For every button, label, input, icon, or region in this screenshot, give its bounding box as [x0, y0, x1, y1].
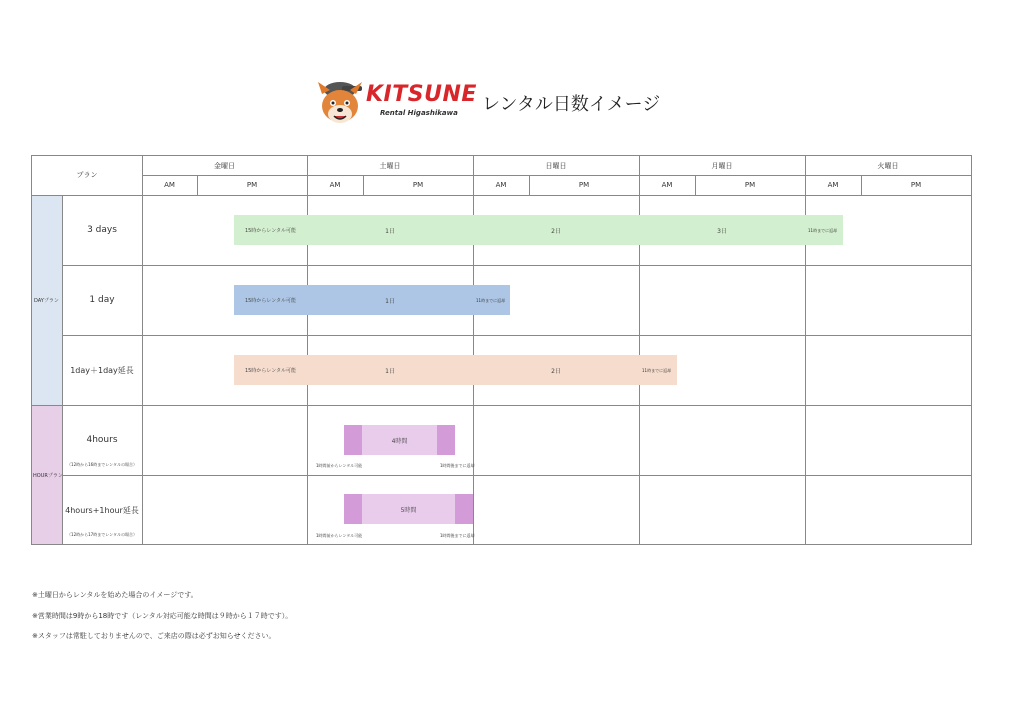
plan-note-4hours-ext: （12時から17時までレンタルの場合） [67, 532, 137, 537]
pm-header: PM [246, 181, 258, 189]
plan-name-1day-ext: 1day＋1day延長 [70, 366, 134, 375]
pm-header: PM [744, 181, 756, 189]
footnote-1: ※土曜日からレンタルを始めた場合のイメージです。 [32, 591, 198, 599]
day-header-mon: 月曜日 [711, 162, 733, 170]
footnote-2: ※営業時間は9時から18時です（レンタル対応可能な時間は９時から１７時です）。 [32, 612, 293, 620]
day-header-tue: 火曜日 [877, 162, 899, 170]
logo-text: KITSUNE [366, 82, 477, 107]
bar-day3-label: 3日 [717, 228, 727, 235]
day-header-fri: 金曜日 [214, 162, 235, 170]
am-header: AM [827, 181, 839, 189]
bar-4hours-start-buffer [344, 425, 362, 455]
group-label-day: DAYプラン [34, 298, 59, 304]
pm-header: PM [412, 181, 424, 189]
day-header-sun: 日曜日 [545, 162, 567, 170]
logo-subtext: Rental Higashikawa [380, 109, 458, 117]
bar-5hours-start-buffer [344, 494, 362, 524]
pm-header: PM [578, 181, 590, 189]
am-header: AM [661, 181, 673, 189]
plan-name-4hours: 4hours [86, 435, 118, 445]
bar-start-label: 15時からレンタル可能 [244, 368, 297, 374]
bar-hour-return-label: 1時間後までに返却 [440, 533, 475, 538]
bar-day1-label: 1日 [385, 298, 395, 305]
group-label-hour: HOURプラン [33, 473, 63, 479]
plan-note-4hours: （12時から16時までレンタルの場合） [67, 462, 137, 467]
bar-hour-return-label: 1時間後までに返却 [440, 463, 475, 468]
bar-hour-start-label: 1時間前からレンタル可能 [316, 463, 363, 468]
am-header: AM [164, 181, 175, 189]
plan-name-4hours-ext: 4hours+1hour延長 [65, 506, 139, 515]
fox-mascot-icon [312, 80, 368, 130]
bar-day2-label: 2日 [551, 368, 561, 375]
plan-name-1day: 1 day [89, 295, 115, 305]
page-title: レンタル日数イメージ [482, 94, 661, 115]
bar-4hours-end-buffer [437, 425, 455, 455]
bar-day2-label: 2日 [551, 228, 561, 235]
bar-start-label: 15時からレンタル可能 [244, 298, 297, 304]
bar-day1-label: 1日 [385, 228, 395, 235]
plan-name-3days: 3 days [87, 225, 117, 235]
bar-return-label: 11時までに返却 [808, 228, 838, 233]
bar-start-label: 15時からレンタル可能 [244, 228, 297, 234]
pm-header: PM [910, 181, 922, 189]
am-header: AM [495, 181, 507, 189]
bar-return-label: 11時までに返却 [476, 298, 506, 303]
footnote-3: ※スタッフは常駐しておりませんので、ご来店の際は必ずお知らせください。 [32, 632, 276, 640]
bar-5hours-end-buffer [455, 494, 473, 524]
plan-header: プラン [76, 171, 98, 179]
bar-hour-start-label: 1時間前からレンタル可能 [316, 533, 363, 538]
day-header-sat: 土曜日 [379, 162, 401, 170]
am-header: AM [329, 181, 341, 189]
bar-day1-label: 1日 [385, 368, 395, 375]
bar-5hours-label: 5時間 [400, 507, 417, 514]
bar-return-label: 11時までに返却 [642, 368, 672, 373]
bar-4hours-label: 4時間 [391, 438, 408, 445]
